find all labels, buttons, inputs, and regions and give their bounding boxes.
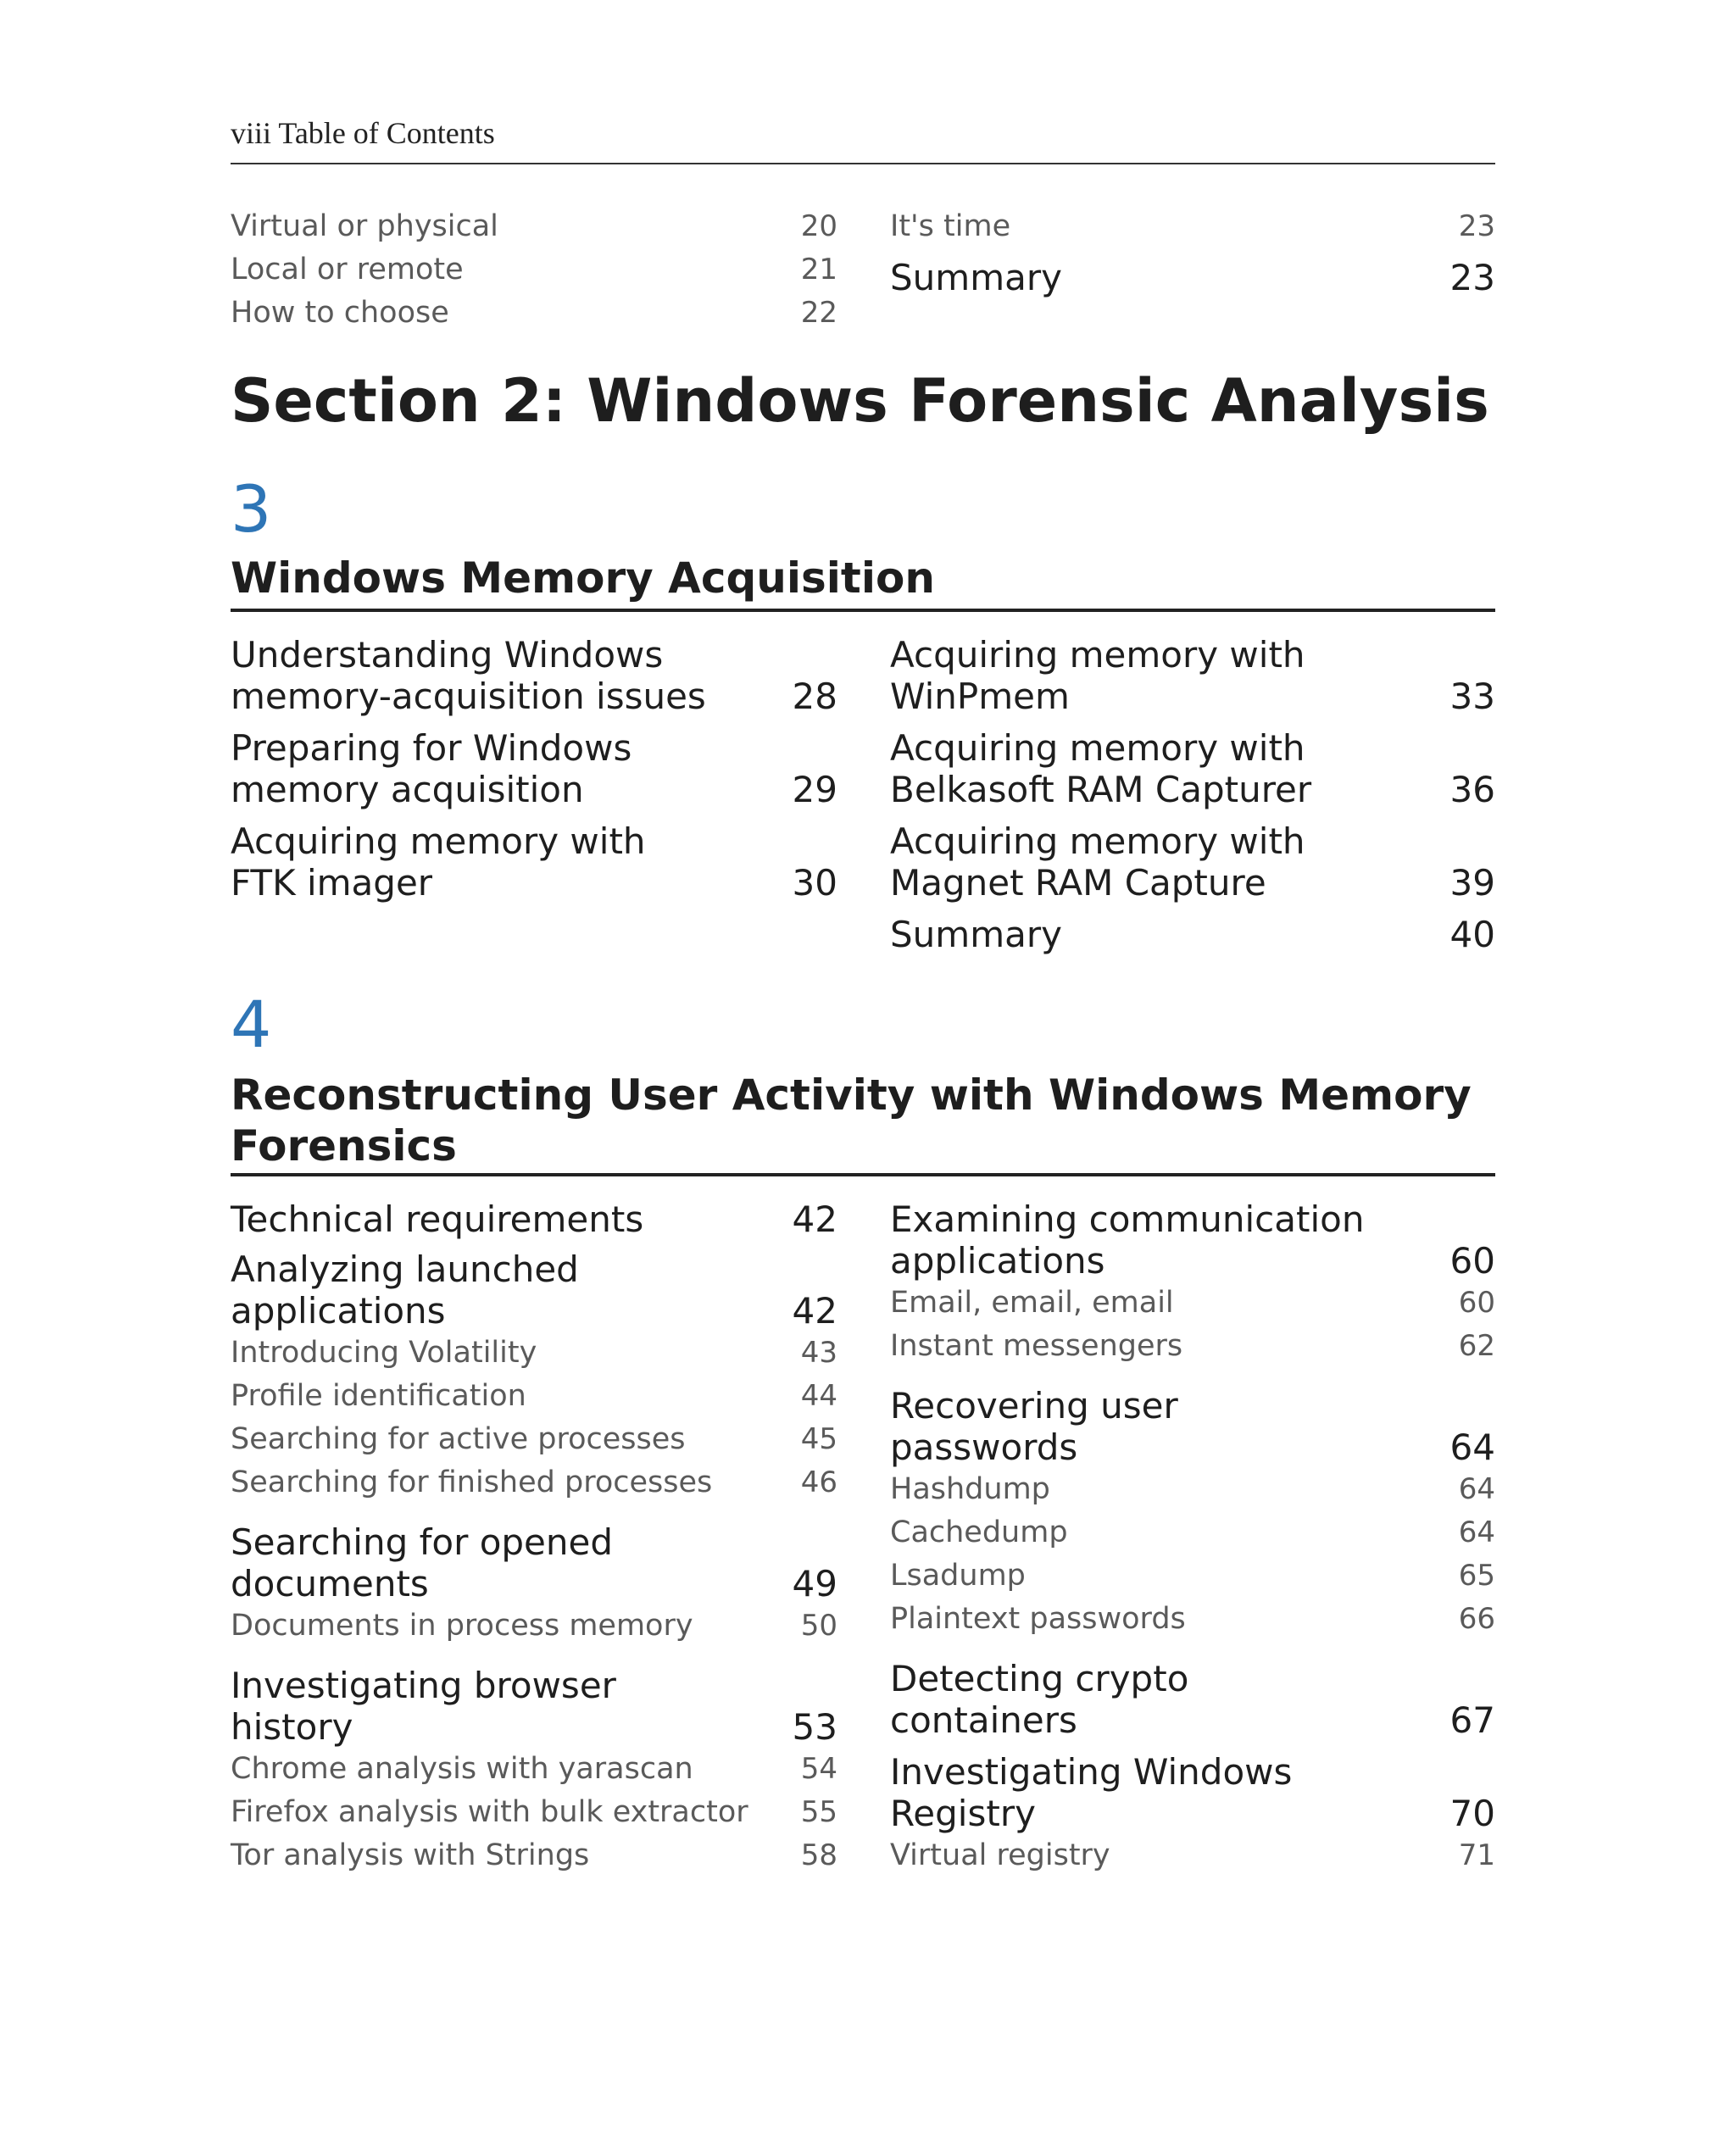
entry-title: Documents in process memory bbox=[231, 1609, 693, 1643]
toc-subentry[interactable] bbox=[890, 1325, 1495, 1368]
section-title: Section 2: Windows Forensic Analysis bbox=[231, 366, 1489, 436]
entry-title: Plaintext passwords bbox=[890, 1602, 1186, 1636]
chapter3-right-column bbox=[890, 634, 1495, 955]
toc-entry[interactable] bbox=[890, 634, 1495, 717]
entry-page: 60 bbox=[1458, 1286, 1495, 1320]
entry-title: Lsadump bbox=[890, 1559, 1026, 1593]
entry-title: Summary bbox=[890, 257, 1062, 298]
entry-page: 42 bbox=[792, 1198, 837, 1240]
entry-page: 58 bbox=[800, 1838, 837, 1872]
entry-page: 30 bbox=[792, 862, 837, 904]
entry-title-line: FTK imager bbox=[231, 862, 433, 904]
entry-page: 39 bbox=[1449, 862, 1495, 904]
entry-page: 21 bbox=[800, 253, 837, 286]
toc-entry[interactable] bbox=[231, 820, 837, 904]
entry-title: Email, email, email bbox=[890, 1286, 1174, 1320]
entry-title: Virtual or physical bbox=[231, 209, 498, 243]
entry-title-line: Investigating Windows bbox=[890, 1751, 1293, 1793]
toc-subentry[interactable] bbox=[231, 1748, 837, 1791]
entry-title-line: Acquiring memory with bbox=[890, 727, 1305, 769]
entry-page: 23 bbox=[1449, 257, 1495, 298]
entry-page: 64 bbox=[1458, 1472, 1495, 1506]
chapter-title-line: Reconstructing User Activity with Windows Memory bbox=[231, 1070, 1472, 1120]
entry-page: 65 bbox=[1458, 1559, 1495, 1593]
chapter-rule bbox=[231, 609, 1495, 612]
chapter-rule bbox=[231, 1173, 1495, 1176]
toc-entry[interactable] bbox=[231, 1521, 837, 1604]
entry-title-line: Searching for opened bbox=[231, 1521, 614, 1563]
entry-page: 42 bbox=[792, 1290, 837, 1332]
entry-title: It's time bbox=[890, 209, 1011, 243]
entry-page: 60 bbox=[1449, 1240, 1495, 1282]
entry-title: Introducing Volatility bbox=[231, 1336, 537, 1370]
entry-page: 20 bbox=[800, 209, 837, 243]
entry-page: 45 bbox=[800, 1422, 837, 1456]
entry-page: 64 bbox=[1449, 1426, 1495, 1468]
entry-page: 22 bbox=[800, 296, 837, 330]
entry-page: 50 bbox=[800, 1609, 837, 1643]
chapter-number[interactable]: 4 bbox=[231, 987, 272, 1062]
chapter-title[interactable] bbox=[231, 1070, 1495, 1171]
entry-title-line: Analyzing launched bbox=[231, 1248, 579, 1290]
header-rule bbox=[231, 163, 1495, 164]
toc-subentry[interactable] bbox=[890, 1554, 1495, 1598]
top-right-column bbox=[890, 205, 1495, 298]
entry-title-line: Understanding Windows bbox=[231, 634, 664, 676]
entry-title-line: documents bbox=[231, 1563, 429, 1604]
entry-title-line: Acquiring memory with bbox=[231, 820, 646, 862]
entry-title-line: memory acquisition bbox=[231, 769, 584, 810]
entry-title: Chrome analysis with yarascan bbox=[231, 1752, 693, 1786]
entry-title-line: Registry bbox=[890, 1793, 1036, 1834]
toc-entry[interactable] bbox=[231, 1248, 837, 1332]
chapter4-right-column bbox=[890, 1198, 1495, 1877]
entry-page: 70 bbox=[1449, 1793, 1495, 1834]
entry-title: Cachedump bbox=[890, 1515, 1068, 1549]
entry-title: Technical requirements bbox=[231, 1198, 644, 1240]
entry-title: Searching for finished processes bbox=[231, 1465, 713, 1499]
entry-title: Hashdump bbox=[890, 1472, 1050, 1506]
entry-title-line: applications bbox=[890, 1240, 1105, 1282]
entry-page: 66 bbox=[1458, 1602, 1495, 1636]
entry-page: 29 bbox=[792, 769, 837, 810]
entry-page: 28 bbox=[792, 676, 837, 717]
entry-title: Searching for active processes bbox=[231, 1422, 686, 1456]
toc-subentry[interactable] bbox=[231, 1604, 837, 1648]
toc-subentry[interactable] bbox=[231, 1332, 837, 1375]
entry-page: 64 bbox=[1458, 1515, 1495, 1549]
entry-title-line: containers bbox=[890, 1699, 1077, 1741]
toc-entry[interactable] bbox=[890, 1385, 1495, 1468]
toc-entry[interactable] bbox=[231, 205, 837, 248]
toc-entry[interactable] bbox=[231, 634, 837, 717]
entry-page: 33 bbox=[1449, 676, 1495, 717]
entry-title-line: memory-acquisition issues bbox=[231, 676, 706, 717]
chapter-number[interactable]: 3 bbox=[231, 471, 272, 547]
toc-subentry[interactable] bbox=[890, 1282, 1495, 1325]
toc-subentry[interactable] bbox=[231, 1791, 837, 1834]
entry-title-line: applications bbox=[231, 1290, 446, 1332]
toc-entry[interactable] bbox=[890, 1198, 1495, 1282]
entry-page: 67 bbox=[1449, 1699, 1495, 1741]
toc-subentry[interactable] bbox=[890, 1834, 1495, 1877]
entry-title: Virtual registry bbox=[890, 1838, 1110, 1872]
toc-entry[interactable] bbox=[231, 1665, 837, 1748]
entry-page: 62 bbox=[1458, 1329, 1495, 1363]
entry-page: 46 bbox=[800, 1465, 837, 1499]
entry-page: 43 bbox=[800, 1336, 837, 1370]
chapter-title-line: Forensics bbox=[231, 1121, 457, 1171]
entry-page: 36 bbox=[1449, 769, 1495, 810]
toc-entry[interactable] bbox=[231, 292, 837, 335]
entry-title: Local or remote bbox=[231, 253, 464, 286]
toc-entry[interactable] bbox=[890, 205, 1495, 248]
entry-page: 44 bbox=[800, 1379, 837, 1413]
entry-title-line: history bbox=[231, 1706, 353, 1748]
entry-title-line: WinPmem bbox=[890, 676, 1070, 717]
toc-subentry[interactable] bbox=[890, 1598, 1495, 1641]
entry-title-line: Magnet RAM Capture bbox=[890, 862, 1266, 904]
toc-entry[interactable] bbox=[231, 248, 837, 292]
entry-page: 40 bbox=[1449, 914, 1495, 955]
entry-title: Summary bbox=[890, 914, 1062, 955]
entry-page: 53 bbox=[792, 1706, 837, 1748]
entry-title-line: Examining communication bbox=[890, 1198, 1365, 1240]
top-left-column bbox=[231, 205, 837, 335]
entry-title-line: Investigating browser bbox=[231, 1665, 616, 1706]
chapter4-left-column bbox=[231, 1198, 837, 1877]
toc-subentry[interactable] bbox=[231, 1418, 837, 1461]
entry-title: Profile identification bbox=[231, 1379, 526, 1413]
running-head: viii Table of Contents bbox=[231, 116, 495, 150]
entry-title: Instant messengers bbox=[890, 1329, 1183, 1363]
toc-subentry[interactable] bbox=[231, 1375, 837, 1418]
toc-entry[interactable] bbox=[890, 1658, 1495, 1741]
entry-page: 54 bbox=[800, 1752, 837, 1786]
toc-entry[interactable] bbox=[890, 727, 1495, 810]
toc-subentry[interactable] bbox=[231, 1834, 837, 1877]
entry-title: Tor analysis with Strings bbox=[231, 1838, 590, 1872]
toc-entry[interactable] bbox=[890, 820, 1495, 904]
entry-page: 49 bbox=[792, 1563, 837, 1604]
entry-title-line: Acquiring memory with bbox=[890, 634, 1305, 676]
entry-title: How to choose bbox=[231, 296, 449, 330]
toc-subentry[interactable] bbox=[890, 1468, 1495, 1511]
entry-page: 23 bbox=[1458, 209, 1495, 243]
chapter-title[interactable]: Windows Memory Acquisition bbox=[231, 553, 935, 603]
entry-title-line: Preparing for Windows bbox=[231, 727, 632, 769]
toc-entry[interactable] bbox=[890, 257, 1495, 298]
toc-subentry[interactable] bbox=[231, 1461, 837, 1504]
entry-title-line: Acquiring memory with bbox=[890, 820, 1305, 862]
toc-entry[interactable] bbox=[890, 1751, 1495, 1834]
toc-entry[interactable] bbox=[890, 914, 1495, 955]
toc-entry[interactable] bbox=[231, 727, 837, 810]
entry-title-line: Belkasoft RAM Capturer bbox=[890, 769, 1312, 810]
entry-page: 71 bbox=[1458, 1838, 1495, 1872]
chapter3-left-column bbox=[231, 634, 837, 904]
entry-title: Firefox analysis with bulk extractor bbox=[231, 1795, 748, 1829]
entry-title-line: Detecting crypto bbox=[890, 1658, 1189, 1699]
entry-title-line: passwords bbox=[890, 1426, 1078, 1468]
entry-page: 55 bbox=[800, 1795, 837, 1829]
entry-title-line: Recovering user bbox=[890, 1385, 1178, 1426]
toc-entry[interactable] bbox=[231, 1198, 837, 1240]
toc-subentry[interactable] bbox=[890, 1511, 1495, 1554]
